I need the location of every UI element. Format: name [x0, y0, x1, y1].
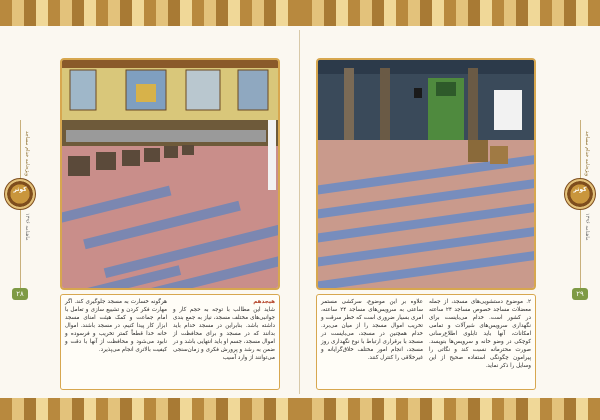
running-head-strip-right — [566, 120, 594, 300]
page-number-right: ۲۹ — [572, 288, 588, 300]
article-text-box-left — [60, 294, 280, 390]
photo-mosque-interior-right — [316, 58, 536, 290]
paragraph: ۲. موضوع دستشویی‌های مسجد، از جمله معضلات مساجد خصوص مساجد ۲۴ ساعته در کشور است. خدام می‌بایست برای نگهداری سرویس‌های شیرآلات و تمامی امکانات، آنها باید تابلوی اطلاع‌رسانی کوچکی در وضو خانه و سرویس‌ها بنویسد. صورت محترمانه نسبت کند و نگاتی را پیرامون چگونگی استفاده صحیح از این وسایل را ذکر نماید. — [429, 299, 531, 369]
running-head-title: ویژه‌نامه خدام مساجد — [584, 131, 590, 177]
decorative-border-bottom — [0, 398, 300, 420]
paragraph: شاید این مطالب با توجه به حجم کار و جوانبی‌های مختلف مسجد، نیاز به جمع بندی داشته باشد. بنابراین در مسجد خدام باید بدانند که در مسجد و برای محافظت از اموال مسجد، جسم او باید انتهایی باشد و در ضمن به رشد و پرورش فکری و زمان‌سنجی می‌توانند از وارد آسیب — [173, 307, 275, 361]
section-heading: هیجدهم — [253, 299, 275, 305]
paragraph: هرگونه خسارت به مسجد جلوگیری کند. اگر مهارت فکر کردن و تشییع سازی و تعامل با امام جماعت و کمک هیئت امنای مسجد ابزار کار پیدا کنیم، در مسجد باشند. اموال خانه خدا قطعاً کمتر تخریب و فرسوده و نابود می‌شود و محافظت از آنها با دقت و کیفیت بالاتری انجام می‌پذیرد. — [65, 299, 167, 353]
photo-mosque-interior-left — [60, 58, 280, 290]
article-text-box-right — [316, 294, 536, 390]
text-column-right — [429, 298, 531, 386]
page-number-left: ۲۸ — [12, 288, 28, 300]
text-column-left — [65, 298, 167, 386]
decorative-border-bottom — [300, 398, 600, 420]
photo-illustration — [318, 60, 536, 290]
emblem-text: کوثر — [573, 186, 587, 193]
running-head-subtitle: ماهنامه ۱۳۹۶ — [24, 213, 30, 241]
right-page — [300, 0, 600, 420]
running-head-title: ویژه‌نامه خدام مساجد — [24, 131, 30, 177]
text-column-left — [321, 298, 423, 386]
photo-illustration — [62, 60, 280, 290]
text-column-right — [173, 298, 275, 386]
running-head-strip-left — [6, 120, 34, 300]
magazine-emblem — [564, 178, 596, 210]
running-head-subtitle: ماهنامه ۱۳۹۶ — [584, 213, 590, 241]
emblem-text: کوثر — [13, 186, 27, 193]
decorative-border-top — [300, 0, 600, 26]
paragraph: علاوه بر این موضوع، سرکشی مستمر ساعتی به سرویس‌های مساجد ۲۴ ساعته، امری بسیار ضروری است که خطر سرقت و تخریب اموال مسجد را از میان می‌برد. خدام همچنین در مسجد، می‌بایست در مسجد با برقراری ارتباط با نوع نگهداری روز مسجد، انجام امور مختلف خلاق‌گرایانه و غیرخلاقی را کنترل کنند. — [321, 299, 424, 361]
magazine-emblem — [4, 178, 36, 210]
decorative-border-top — [0, 0, 300, 26]
